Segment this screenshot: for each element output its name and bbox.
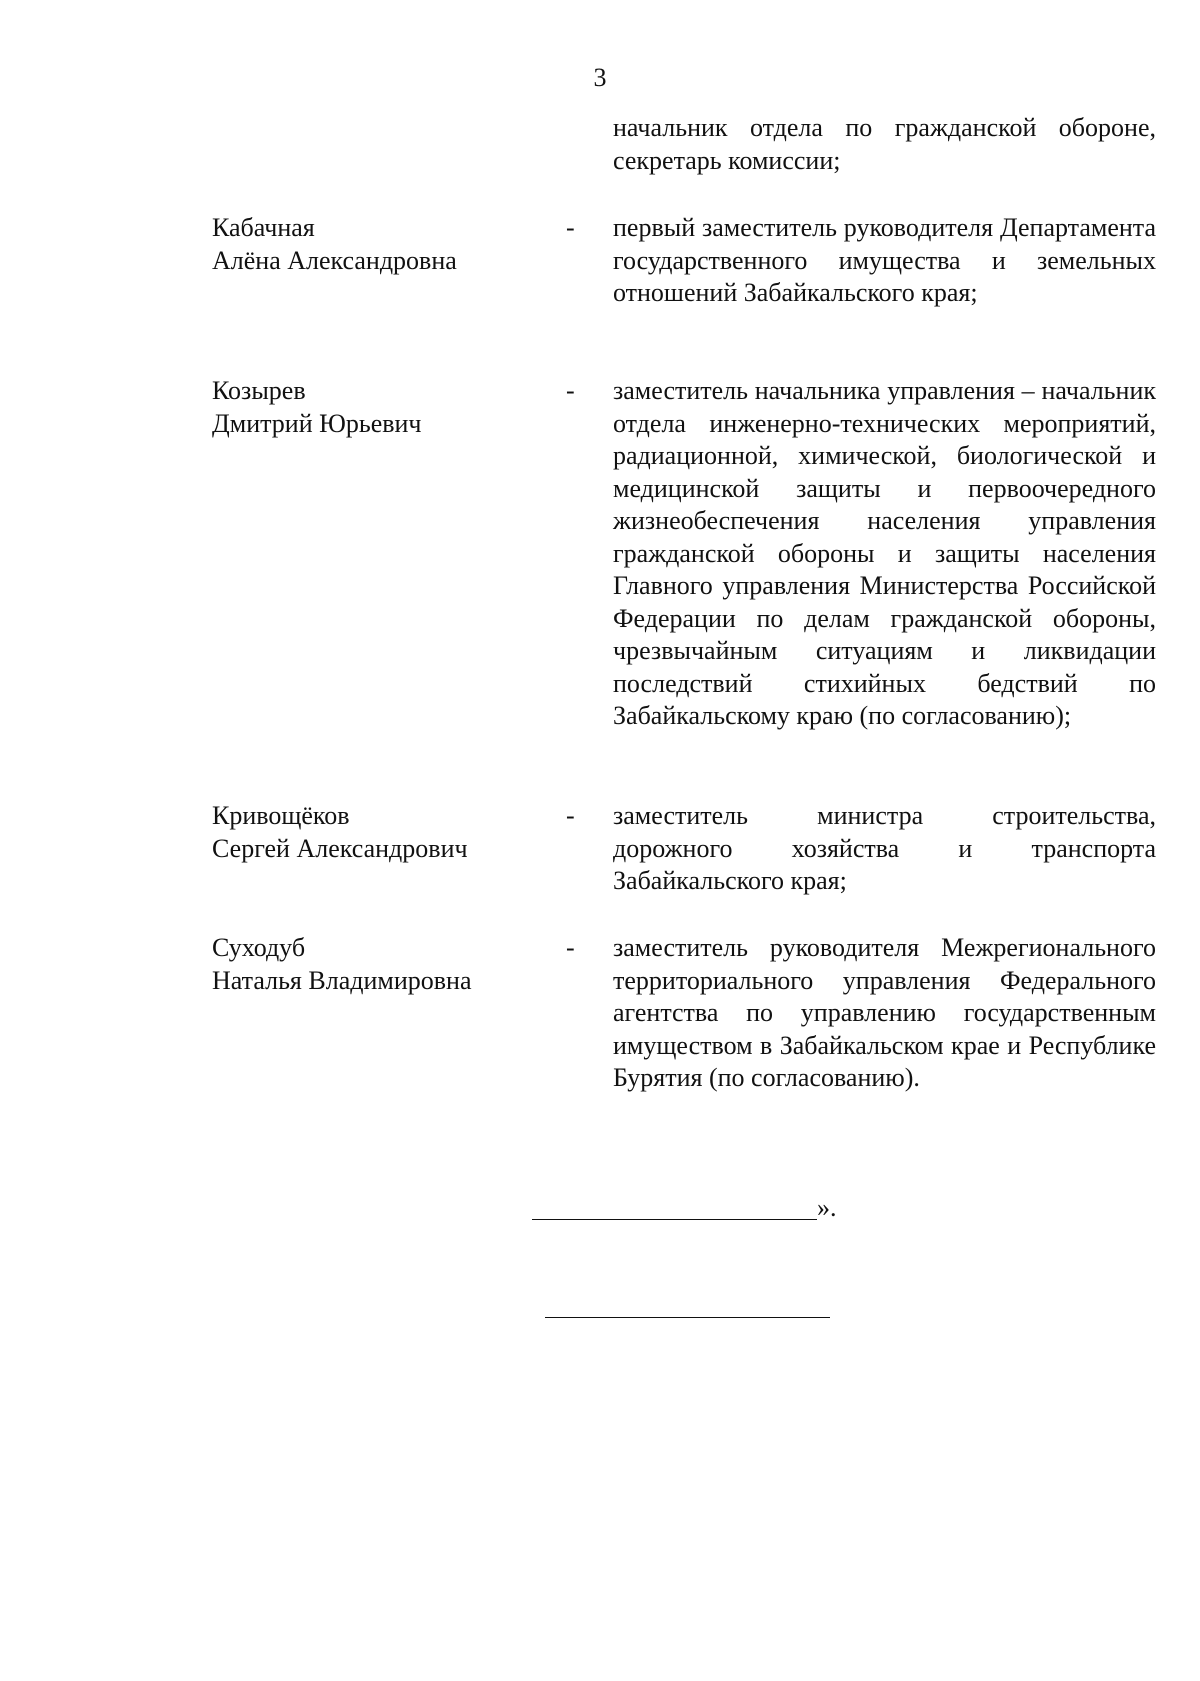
closing-line [532, 1193, 852, 1223]
member-name [212, 375, 532, 440]
member-dash: - [566, 376, 575, 405]
member-name [212, 212, 532, 277]
member-dash: - [566, 933, 575, 962]
member-surname: Кабачная [212, 213, 315, 242]
end-of-document-rule [545, 1317, 830, 1318]
member-name [212, 932, 532, 997]
member-role: первый заместитель руководителя Департамента государственного имущества и земельных отношений Забайкальского края; [613, 213, 1156, 307]
closing-quote-mark: ». [817, 1193, 837, 1222]
page-number: 3 [593, 63, 607, 92]
member-given-names: Алёна Александровна [212, 245, 457, 275]
closing-underline [532, 1219, 817, 1220]
continuation-text: начальник отдела по гражданской обороне, секретарь комиссии; [613, 113, 1156, 175]
member-given-names: Сергей Александрович [212, 833, 468, 863]
member-role: заместитель руководителя Межрегионального территориального управления Федерального агентства по управлению государственным имуществом в Забайкальском крае и Республике Бурятия (по согласованию). [613, 933, 1156, 1092]
member-given-names: Дмитрий Юрьевич [212, 408, 422, 438]
member-dash: - [566, 801, 575, 830]
member-surname: Козырев [212, 376, 306, 405]
member-given-names: Наталья Владимировна [212, 965, 472, 995]
member-dash: - [566, 213, 575, 242]
member-surname: Суходуб [212, 933, 306, 962]
member-role: заместитель министра строительства, дорожного хозяйства и транспорта Забайкальского края; [613, 801, 1156, 895]
member-surname: Кривощёков [212, 801, 350, 830]
member-role: заместитель начальника управления – начальник отдела инженерно-технических мероприятий, радиационной, химической, биологической и медицинской защиты и первоочередного жизнеобеспечения населения управления гражданской обороны и защиты населения Главного управления Министерства Российской Федерации по делам гражданской обороны, чрезвычайным ситуациям и ликвидации последствий стихийных бедствий по Забайкальскому краю (по согласованию); [613, 376, 1156, 730]
member-name [212, 800, 532, 865]
